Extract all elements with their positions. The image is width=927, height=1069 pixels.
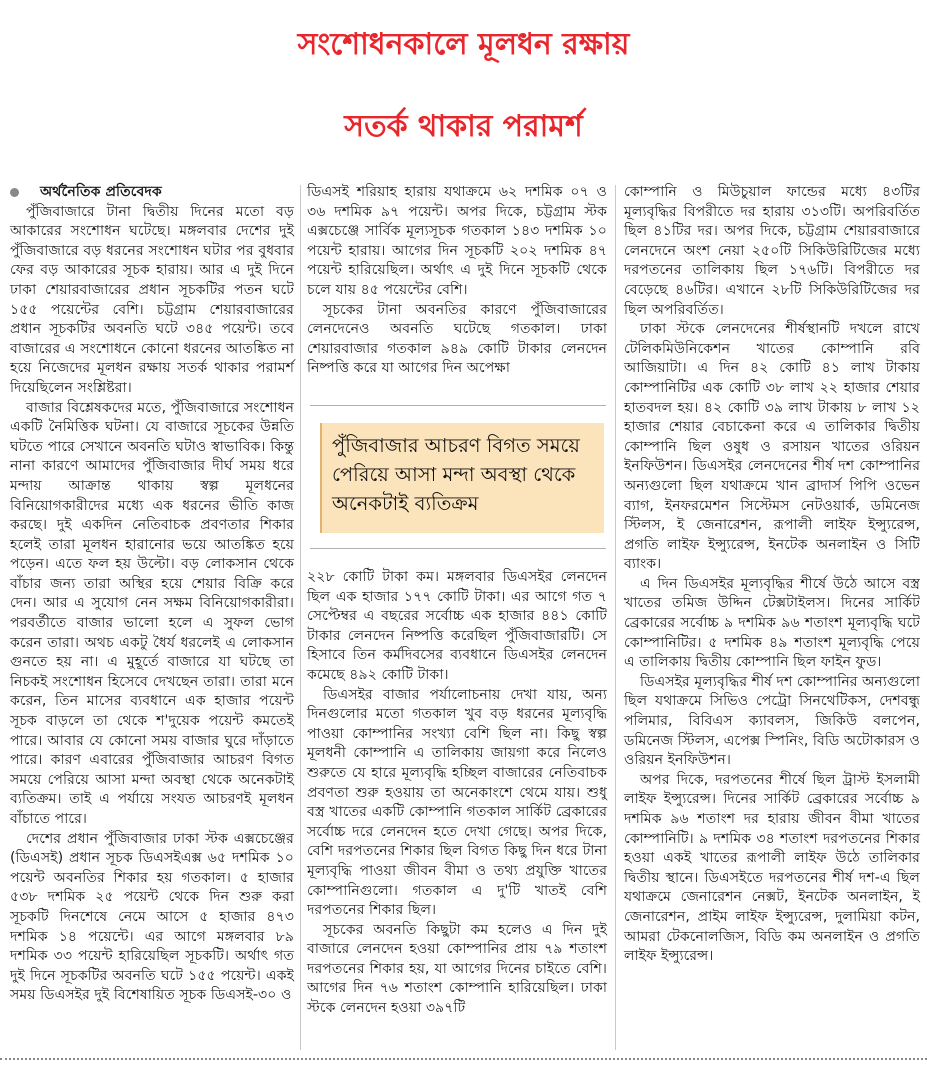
- article-column-2-bottom: [307, 568, 607, 1019]
- pullquote: পুঁজিবাজার আচরণ বিগত সময়ে পেরিয়ে আসা মন্দা অবস্থা থেকে অনেকটাই ব্যতিক্রম: [320, 423, 604, 533]
- paragraph: সূচকের অবনতি কিছুটা কম হলেও এ দিন দুই বাজারে লেনদেন হওয়া কোম্পানির প্রায় ৭৯ শতাংশ দরপতনের শিকার হয়, যা আগের দিনের চাইতে বেশি। আগের দিন ৭৬ শতাংশ কোম্পানি হারিয়েছিল। ঢাকা স্টকে লেনদেন হওয়া ৩৯৭টি: [307, 921, 607, 1017]
- article-column-1: [10, 183, 294, 1006]
- paragraph: ২২৮ কোটি টাকা কম। মঙ্গলবার ডিএসইর লেনদেন ছিল এক হাজার ১৭৭ কোটি টাকা। এর আগে গত ৭ সেপ্টেম্বর এ বছরের সর্বোচ্চ এক হাজার ৪৪১ কোটি টাকার লেনদেন নিষ্পত্তি করেছিল পুঁজিবাজারটি। সে হিসাবে তিন কর্মদিবসের ব্যবধানে ডিএসইর লেনদেন কমেছে ৪৯২ কোটি টাকা।: [307, 569, 607, 683]
- column-divider-2: [615, 185, 616, 1050]
- bullet-icon: [10, 188, 19, 197]
- headline-line-2: সতর্ক থাকার পরামর্শ: [344, 109, 583, 144]
- paragraph: বাজার বিশ্লেষকদের মতে, পুঁজিবাজারে সংশোধন একটি নৈমিত্তিক ঘটনা। যে বাজারে সূচকের উন্নতি ঘটতে পারে সেখানে অবনতি ঘটাও স্বাভাবিক। কিন্তু নানা কারণে আমাদের পুঁজিবাজার দীর্ঘ সময় ধরে মন্দায় আক্রান্ত থাকায় স্বল্প মূলধনের বিনিয়োগকারীদের মধ্যে এক ধরনের ভীতি কাজ করছে। দুই একদিন নেতিবাচক প্রবণতার শিকার হলেই তারা মূলধন হারানোর ভয়ে আতঙ্কিত হয়ে পড়েন। এতে ফল হয় উল্টো। বড় লোকসান থেকে বাঁচার জন্য তারা অস্থির হয়ে শেয়ার বিক্রি করে দেন। আর এ সুযোগ নেন সক্ষম বিনিয়োগকারীরা। পরবর্তীতে বাজার ভালো হলে এ সুফল ভোগ করেন তারা। অথচ একটু ধৈর্য ধরলেই এ লোকসান গুনতে হয় না। এ মুহূর্তে বাজারে যা ঘটছে তা নিচকই সংশোধন হিসেবে দেখছেন তারা। তারা মনে করেন, তিন মাসের ব্যবধানে এক হাজার পয়েন্ট সূচক বাড়লে তা থেকে শ'দুয়েক পয়েন্ট কমতেই পারে। আবার যে কোনো সময় বাজার ঘুরে দাঁড়াতে পারে। কারণ এবারের পুঁজিবাজার আচরণ বিগত সময়ে পেরিয়ে আসা মন্দা অবস্থা থেকে অনেকটাই ব্যতিক্রম। তাই এ পর্যায়ে সংযত আচরণই মূলধন বাঁচাতে পারে।: [10, 399, 294, 827]
- article-column-2-top: [307, 183, 607, 379]
- headline: [0, 4, 927, 168]
- paragraph: পুঁজিবাজারে টানা দ্বিতীয় দিনের মতো বড় আকারের সংশোধন ঘটেছে। মঙ্গলবার দেশের দুই পুঁজিবাজারে বড় ধরনের সংশোধন ঘটার পর বুধবার ফের বড় আকারের সূচক হারায়। আর এ দুই দিনে ঢাকা শেয়ারবাজারের প্রধান সূচকটির পতন ঘটে ১৫৫ পয়েন্টের বেশি। চট্টগ্রাম শেয়ারবাজারের প্রধান সূচকটির অবনতি ঘটে ৩৪৫ পয়েন্ট। তবে বাজারের এ সংশোধনে কোনো ধরনের আতঙ্কিত না হয়ে নিজেদের মূলধন রক্ষায় সতর্ক থাকার পরামর্শ দিয়েছিলেন সংশ্লিষ্টরা।: [10, 203, 294, 396]
- paragraph: ডিএসইর মূল্যবৃদ্ধির শীর্ষ দশ কোম্পানির অন্যগুলো ছিল যথাক্রমে সিভিও পেট্রো সিনথেটিকস, দেশবন্ধু পলিমার, বিবিএস ক্যাবলস, জিকিউ বলপেন, ডমিনেজ স্টিলস, এপেক্স স্পিনিং, বিডি অটোকারস ও ওরিয়ন ইনফিউশন।: [624, 673, 920, 769]
- paragraph: ঢাকা স্টকে লেনদেনের শীর্ষস্থানটি দখলে রাখে টেলিকমিউনিকেশন খাতের কোম্পানি রবি আজিয়াটা। এ দিন ৪২ কোটি ৪১ লাখ টাকায় কোম্পানিটির এক কোটি ৩৮ লাখ ২২ হাজার শেয়ার হাতবদল হয়। ৪২ কোটি ৩৯ লাখ টাকায় ৮ লাখ ১২ হাজার শেয়ার বেচাকেনা করে এ তালিকার দ্বিতীয় কোম্পানি ছিল ওষুধ ও রসায়ন খাতের ওরিয়ন ইনফিউশন। ডিএসইর লেনদেনের শীর্ষ দশ কোম্পানির অন্যগুলো ছিল যথাক্রমে খান ব্রাদার্স পিপি ওভেন ব্যাগ, ইনফরমেশন সিস্টেমস নেটওয়ার্ক, ডমিনেজ স্টিলস, ই জেনারেশন, রূপালী লাইফ ইন্স্যুরেন্স, প্রগতি লাইফ ইন্স্যুরেন্স, ইনটেক অনলাইন ও সিটি ব্যাংক।: [624, 321, 920, 573]
- byline-text: অর্থনৈতিক প্রতিবেদক: [40, 184, 162, 200]
- paragraph: ডিএসইর বাজার পর্যালোচনায় দেখা যায়, অন্য দিনগুলোর মতো গতকাল খুব বড় ধরনের মূল্যবৃদ্ধি পাওয়া কোম্পানির সংখ্যা বেশি ছিল না। কিছু স্বল্প মূলধনী কোম্পানি এ তালিকায় জায়গা করে নিলেও শুরুতে যে হারে মূল্যবৃদ্ধি হচ্ছিল বাজারের নেতিবাচক প্রবণতা শুরু হওয়ায় তা অনেকাংশে থেমে যায়। শুধু বস্ত্র খাতের একটি কোম্পানি গতকাল সার্কিট ব্রেকারের সর্বোচ্চ দরে লেনদেন হতে দেখা গেছে। অপর দিকে, বেশি দরপতনের শিকার ছিল বিগত কিছু দিন ধরে টানা মূল্যবৃদ্ধি পাওয়া জীবন বীমা ও তথ্য প্রযুক্তি খাতের কোম্পানিগুলো। গতকাল এ দু'টি খাতই বেশি দরপতনের শিকার ছিল।: [307, 686, 607, 919]
- paragraph: এ দিন ডিএসইর মূল্যবৃদ্ধির শীর্ষে উঠে আসে বস্ত্র খাতের তমিজ উদ্দিন টেক্সটাইলস। দিনের সার্কিট ব্রেকারের সর্বোচ্চ ৯ দশমিক ৯৬ শতাংশ মূল্যবৃদ্ধি ঘটে কোম্পানিটির। ৫ দশমিক ৪৯ শতাংশ মূল্যবৃদ্ধি পেয়ে এ তালিকায় দ্বিতীয় কোম্পানি ছিল ফাইন ফুড।: [624, 575, 920, 671]
- paragraph: সূচকের টানা অবনতির কারণে পুঁজিবাজারের লেনদেনেও অবনতি ঘটেছে গতকাল। ঢাকা শেয়ারবাজার গতকাল ৯৪৯ কোটি টাকার লেনদেন নিষ্পত্তি করে যা আগের দিন অপেক্ষা: [307, 301, 607, 377]
- paragraph: দেশের প্রধান পুঁজিবাজার ঢাকা স্টক এক্সচেঞ্জের (ডিএসই) প্রধান সূচক ডিএসইএক্স ৬৫ দশমিক ১০ পয়েন্ট অবনতির শিকার হয় গতকাল। ৫ হাজার ৫৩৮ দশমিক ২৫ পয়েন্ট থেকে দিন শুরু করা সূচকটি দিনশেষে নেমে আসে ৫ হাজার ৪৭৩ দশমিক ১৪ পয়েন্টে। এর আগে মঙ্গলবার ৮৯ দশমিক ৩৩ পয়েন্ট হারিয়েছিল সূচকটি। অর্থাৎ গত দুই দিনে সূচকটির অবনতি ঘটে ১৫৫ পয়েন্ট। একই সময় ডিএসইর দুই বিশেষায়িত সূচক ডিএসই-৩০ ও: [10, 830, 294, 1004]
- paragraph: অপর দিকে, দরপতনের শীর্ষে ছিল ট্রাস্ট ইসলামী লাইফ ইন্স্যুরেন্স। দিনের সার্কিট ব্রেকারের সর্বোচ্চ ৯ দশমিক ৯৬ শতাংশ দর হারায় জীবন বীমা খাতের কোম্পানিটি। ৯ দশমিক ৩৪ শতাংশ দরপতনের শিকার হওয়া একই খাতের রূপালী লাইফ উঠে তালিকার দ্বিতীয় স্থানে। ডিএসইতে দরপতনের শীর্ষ দশ-এ ছিল যথাক্রমে জেনারেশন নেক্সট, ইনটেক অনলাইন, ই জেনারেশন, প্রাইম লাইফ ইন্স্যুরেন্স, দুলামিয়া কটন, আমরা টেকনোলজিস, বিডি কম অনলাইন ও প্রগতি লাইফ ইন্স্যুরেন্স।: [624, 771, 920, 965]
- byline: [10, 183, 294, 203]
- pullquote-rule-top: [310, 405, 606, 406]
- pullquote-rule-bottom: [310, 548, 606, 549]
- bottom-rule: [0, 1058, 927, 1060]
- paragraph: ডিএসই শরিয়াহ হারায় যথাক্রমে ৬২ দশমিক ০৭ ও ৩৬ দশমিক ৯৭ পয়েন্ট। অপর দিকে, চট্টগ্রাম স্টক এক্সচেঞ্জে সার্বিক মূল্যসূচক গতকাল ১৪৩ দশমিক ১০ পয়েন্ট হারায়। আগের দিন সূচকটি ২০২ দশমিক ৪৭ পয়েন্ট হারিয়েছিল। অর্থাৎ এ দুই দিনে সূচকটি থেকে চলে যায় ৪৫ পয়েন্টের বেশি।: [307, 184, 607, 298]
- paragraph: কোম্পানি ও মিউচুয়াল ফান্ডের মধ্যে ৪৩টির মূল্যবৃদ্ধির বিপরীতে দর হারায় ৩১৩টি। অপরিবর্তিত ছিল ৪১টির দর। অপর দিকে, চট্টগ্রাম শেয়ারবাজারে লেনদেনে অংশ নেয়া ২৫০টি সিকিউরিটিজের মধ্যে দরপতনের তালিকায় ছিল ১৭৬টি। বিপরীতে দর বেড়েছে ৪৬টির। এখানে ২৮টি সিকিউরিটিজের দর ছিল অপরিবর্তিত।: [624, 184, 920, 318]
- headline-line-1: সংশোধনকালে মূলধন রক্ষায়: [297, 27, 630, 62]
- column-divider-1: [300, 185, 301, 1050]
- article-column-3: [624, 183, 920, 967]
